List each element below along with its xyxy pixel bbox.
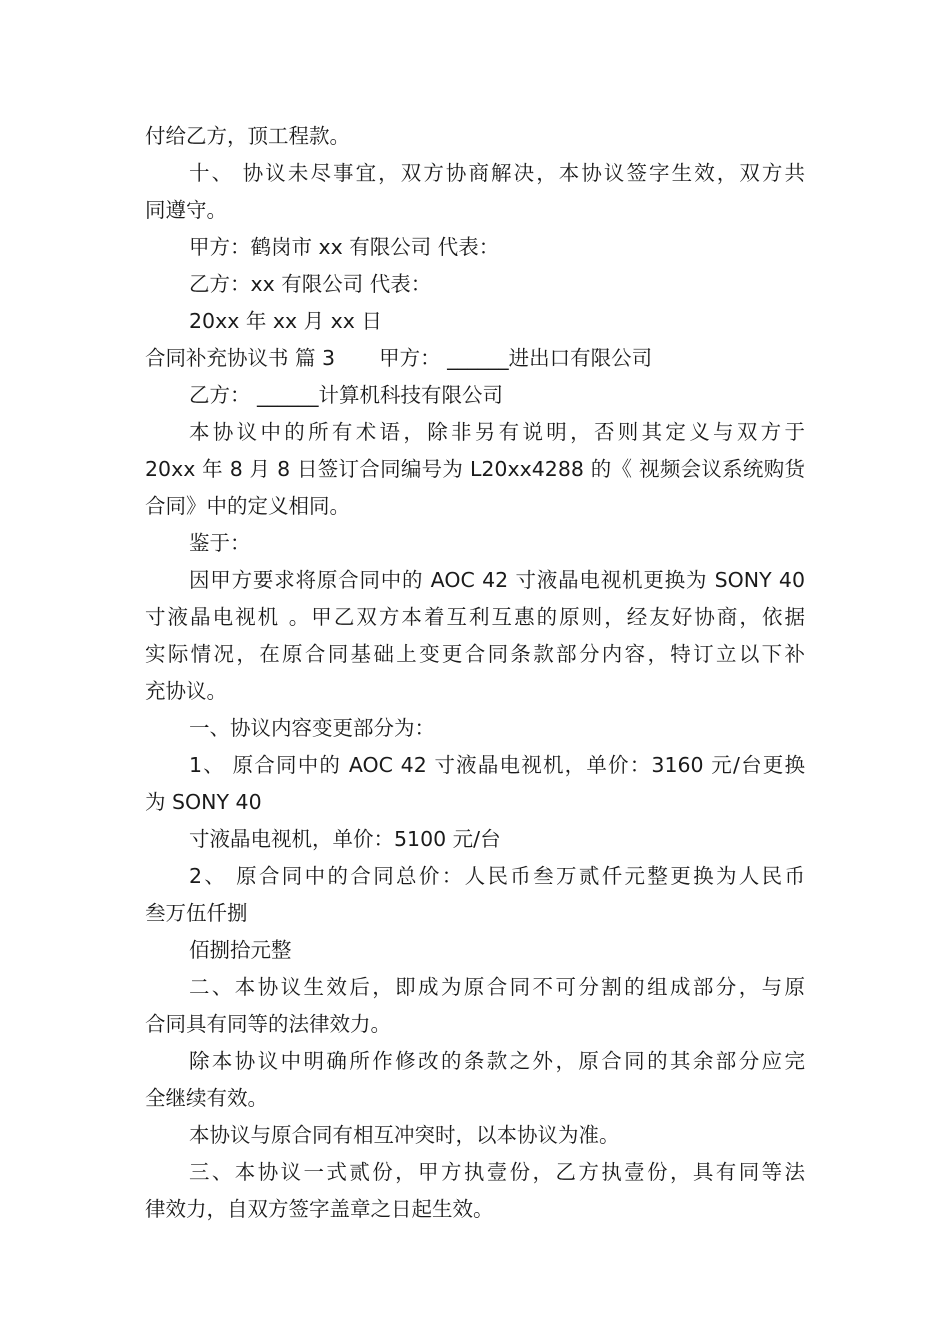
text-line-content: 合同具有同等的法律效力。 [145,1012,391,1036]
text-line-content: 1、 原合同中的 AOC 42 寸液晶电视机，单价：3160 元/台更换 [189,753,805,777]
text-line-content: 甲方：鹤岗市 xx 有限公司 代表： [189,235,500,259]
text-line [145,451,805,488]
text-line [145,1006,805,1043]
text-line-content: 律效力，自双方签字盖章之日起生效。 [145,1197,494,1221]
text-line-content: 为 SONY 40 [145,790,262,814]
text-line [145,414,805,451]
text-line [145,1154,805,1191]
text-line-content: 2、 原合同中的合同总价：人民币叁万贰仟元整更换为人民币 [189,864,805,888]
text-line [145,155,805,192]
text-line-content: 合同补充协议书 篇 3 [145,346,336,370]
text-line [145,340,805,377]
text-line [145,1117,805,1154]
text-line [145,525,805,562]
text-line-content: 鉴于： [189,531,251,555]
text-line [145,229,805,266]
text-line [145,488,805,525]
text-line [145,673,805,710]
text-line [145,562,805,599]
text-line-content: 寸液晶电视机，单价：5100 元/台 [189,827,501,851]
text-line-content: 二、本协议生效后，即成为原合同不可分割的组成部分，与原 [189,975,805,999]
text-line [145,710,805,747]
text-line-content: 充协议。 [145,679,227,703]
text-line-content: 三、本协议一式贰份，甲方执壹份，乙方执壹份，具有同等法 [189,1160,805,1184]
text-line-content: 佰捌拾元整 [189,938,292,962]
text-line [145,599,805,636]
text-line-content: 本协议中的所有术语，除非另有说明，否则其定义与双方于 [189,420,805,444]
text-line-content: 除本协议中明确所作修改的条款之外，原合同的其余部分应完 [189,1049,805,1073]
text-line [145,377,805,414]
text-line-content: 乙方： ______计算机科技有限公司 [189,383,504,407]
document-page [145,118,805,1228]
text-line [145,1080,805,1117]
text-line-content: 合同》中的定义相同。 [145,494,350,518]
text-line [145,118,805,155]
text-line-suffix: 甲方： ______进出口有限公司 [379,346,653,370]
text-line [145,932,805,969]
text-line [145,192,805,229]
text-line-content: 20xx 年 8 月 8 日签订合同编号为 L20xx4288 的《 视频会议系统购货 [145,457,805,481]
text-line [145,1191,805,1228]
text-line [145,1043,805,1080]
text-line [145,303,805,340]
text-line-content: 乙方：xx 有限公司 代表： [189,272,432,296]
text-line-content: 20xx 年 xx 月 xx 日 [189,309,382,333]
text-line [145,266,805,303]
text-line [145,636,805,673]
text-line [145,784,805,821]
text-line-content: 寸液晶电视机 。甲乙双方本着互利互惠的原则，经友好协商，依据 [145,605,805,629]
text-line [145,969,805,1006]
text-line-content: 十、 协议未尽事宜，双方协商解决，本协议签字生效，双方共 [189,161,805,185]
text-line-content: 全继续有效。 [145,1086,268,1110]
text-line-content: 同遵守。 [145,198,227,222]
text-line [145,747,805,784]
text-line-content: 实际情况，在原合同基础上变更合同条款部分内容，特订立以下补 [145,642,805,666]
text-line-content: 付给乙方，顶工程款。 [145,124,350,148]
text-line-content: 叁万伍仟捌 [145,901,248,925]
text-line-content: 因甲方要求将原合同中的 AOC 42 寸液晶电视机更换为 SONY 40 [189,568,805,592]
text-line-content: 一、协议内容变更部分为： [189,716,435,740]
text-line [145,821,805,858]
text-line-content: 本协议与原合同有相互冲突时，以本协议为准。 [189,1123,620,1147]
text-line [145,858,805,895]
text-line [145,895,805,932]
